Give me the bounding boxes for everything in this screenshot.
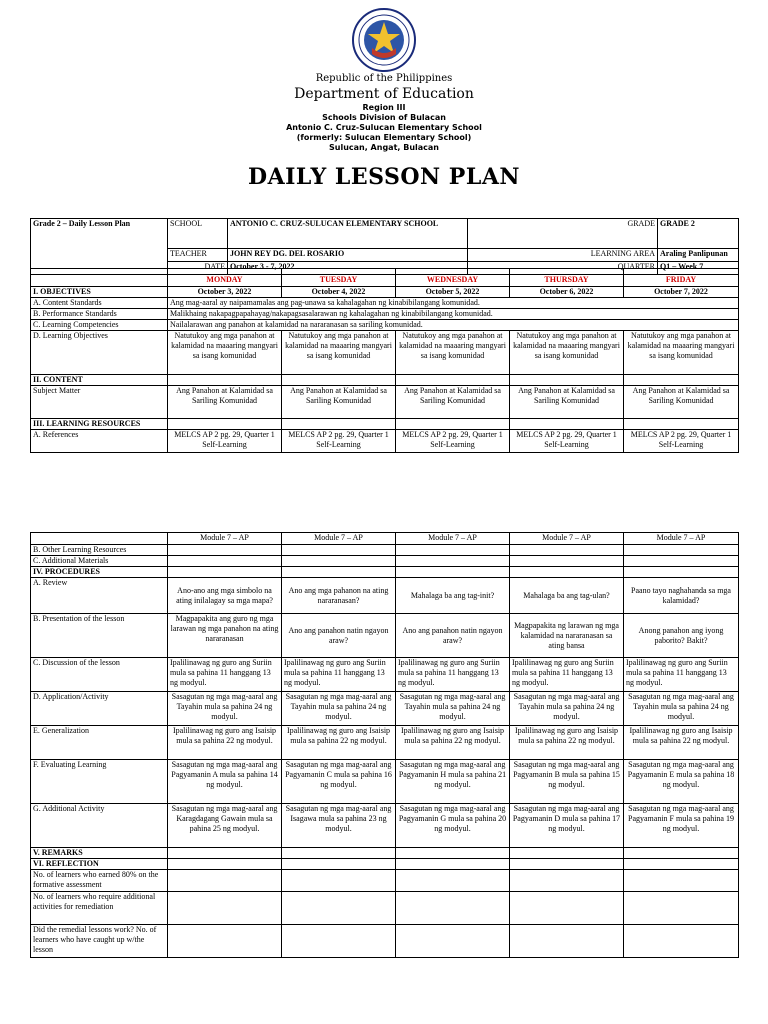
- department-line: Department of Education: [294, 86, 474, 102]
- presentation-thursday: Magpapakita ng larawan ng mga kalamidad na nararanasan sa ating bansa: [510, 614, 624, 658]
- review-tuesday: Ano ang mga pahanon na ating nararanasan?: [282, 578, 396, 614]
- deped-seal-logo: [352, 8, 416, 72]
- quarter-value: Q1 – Week 7: [658, 262, 739, 275]
- reflection-remediation: No. of learners who require additional activities for remediation: [31, 892, 168, 925]
- lesson-plan-table-top: [30, 218, 739, 275]
- subject-cell: Ang Panahon at Kalamidad sa Sariling Komunidad: [510, 386, 624, 419]
- performance-standards-text: Malikhaing nakapagpapahayag/nakapagsasalarawan ng kahalagahan ng kinabibilangang komunidad.: [168, 309, 739, 320]
- date-label: DATE: [168, 262, 228, 275]
- module-cell: Module 7 – AP: [168, 533, 282, 545]
- generalization-cell: Ipalilinawag ng guro ang Isaisip mula sa pahina 22 ng modyul.: [168, 726, 282, 760]
- additional-tuesday: Sasagutan ng mga mag-aaral ang Isagawa mula sa pahina 23 ng modyul.: [282, 804, 396, 848]
- evaluating-tuesday: Sasagutan ng mga mag-aaral ang Pagyamanin C mula sa pahina 16 ng modyul.: [282, 760, 396, 804]
- division-line: Schools Division of Bulacan: [322, 113, 446, 122]
- discussion-cell: Ipalilinawag ng guro ang Suriin mula sa pahina 11 hanggang 13 ng modyul.: [282, 658, 396, 692]
- presentation-wednesday: Ano ang panahon natin ngayon araw?: [396, 614, 510, 658]
- grade-value: GRADE 2: [658, 219, 739, 249]
- evaluating-monday: Sasagutan ng mga mag-aaral ang Pagyamanin A mula sa pahina 14 ng modyul.: [168, 760, 282, 804]
- references-cell: MELCS AP 2 pg. 29, Quarter 1 Self-Learning: [396, 430, 510, 453]
- teacher-label: TEACHER: [168, 249, 228, 262]
- page-title: DAILY LESSON PLAN: [247, 164, 521, 190]
- day-friday: FRIDAY: [624, 275, 739, 287]
- date-friday: October 7, 2022: [624, 287, 739, 298]
- content-standards-text: Ang mag-aaral ay naipamamalas ang pag-unawa sa kahalagahan ng kinabibilangang komunidad.: [168, 298, 739, 309]
- address-line: Sulucan, Angat, Bulacan: [329, 143, 439, 152]
- generalization-cell: Ipalilinawag ng guro ang Isaisip mula sa pahina 22 ng modyul.: [396, 726, 510, 760]
- module-cell: Module 7 – AP: [624, 533, 739, 545]
- objective-cell: Natutukoy ang mga panahon at kalamidad na maaaring mangyari sa isang komunidad: [510, 331, 624, 375]
- section-reflection: VI. REFLECTION: [31, 859, 168, 870]
- module-cell: Module 7 – AP: [510, 533, 624, 545]
- additional-thursday: Sasagutan ng mga mag-aaral ang Pagyamanin D mula sa pahina 17 ng modyul.: [510, 804, 624, 848]
- references-label: A. References: [31, 430, 168, 453]
- objective-cell: Natutukoy ang mga panahon at kalamidad na maaaring mangyari sa isang komunidad: [168, 331, 282, 375]
- performance-standards-label: B. Performance Standards: [31, 309, 168, 320]
- presentation-monday: Magpapakita ang guro ng mga larawan ng mga panahon na ating nararanasan: [168, 614, 282, 658]
- generalization-cell: Ipalilinawag ng guro ang Isaisip mula sa pahina 22 ng modyul.: [282, 726, 396, 760]
- review-label: A. Review: [31, 578, 168, 614]
- date-tuesday: October 4, 2022: [282, 287, 396, 298]
- application-cell: Sasagutan ng mga mag-aaral ang Tayahin mula sa pahina 24 ng modyul.: [624, 692, 739, 726]
- section-remarks: V. REMARKS: [31, 848, 168, 859]
- additional-materials-label: C. Additional Materials: [31, 556, 168, 567]
- date-monday: October 3, 2022: [168, 287, 282, 298]
- references-cell: MELCS AP 2 pg. 29, Quarter 1 Self-Learning: [168, 430, 282, 453]
- area-value: Araling Panlipunan: [658, 249, 739, 262]
- presentation-label: B. Presentation of the lesson: [31, 614, 168, 658]
- school-name-line: Antonio C. Cruz-Sulucan Elementary School: [286, 123, 482, 132]
- school-label: SCHOOL: [168, 219, 228, 249]
- generalization-label: E. Generalization: [31, 726, 168, 760]
- application-cell: Sasagutan ng mga mag-aaral ang Tayahin mula sa pahina 24 ng modyul.: [168, 692, 282, 726]
- module-cell: Module 7 – AP: [282, 533, 396, 545]
- school-value: ANTONIO C. CRUZ-SULUCAN ELEMENTARY SCHOOL: [228, 219, 468, 249]
- section-procedures: IV. PROCEDURES: [31, 567, 168, 578]
- application-cell: Sasagutan ng mga mag-aaral ang Tayahin mula sa pahina 24 ng modyul.: [282, 692, 396, 726]
- date-thursday: October 6, 2022: [510, 287, 624, 298]
- grade-label: GRADE: [468, 219, 658, 249]
- other-resources-label: B. Other Learning Resources: [31, 545, 168, 556]
- discussion-cell: Ipalilinawag ng guro ang Suriin mula sa pahina 11 hanggang 13 ng modyul.: [510, 658, 624, 692]
- discussion-label: C. Discussion of the lesson: [31, 658, 168, 692]
- teacher-value: JOHN REY DG. DEL ROSARIO: [228, 249, 468, 262]
- learning-objectives-label: D. Learning Objectives: [31, 331, 168, 375]
- review-monday: Ano-ano ang mga simbolo na ating inilalagay sa mga mapa?: [168, 578, 282, 614]
- date-wednesday: October 5, 2022: [396, 287, 510, 298]
- presentation-friday: Anong panahon ang iyong paborito? Bakit?: [624, 614, 739, 658]
- application-cell: Sasagutan ng mga mag-aaral ang Tayahin mula sa pahina 24 ng modyul.: [510, 692, 624, 726]
- additional-friday: Sasagutan ng mga mag-aaral ang Pagyamanin F mula sa pahina 19 ng modyul.: [624, 804, 739, 848]
- section-resources: III. LEARNING RESOURCES: [31, 419, 168, 430]
- subject-matter-label: Subject Matter: [31, 386, 168, 419]
- generalization-cell: Ipalilinawag ng guro ang Isaisip mula sa pahina 22 ng modyul.: [624, 726, 739, 760]
- subject-cell: Ang Panahon at Kalamidad sa Sariling Komunidad: [624, 386, 739, 419]
- evaluating-wednesday: Sasagutan ng mga mag-aaral ang Pagyamanin H mula sa pahina 21 ng modyul.: [396, 760, 510, 804]
- subject-cell: Ang Panahon at Kalamidad sa Sariling Komunidad: [282, 386, 396, 419]
- day-monday: MONDAY: [168, 275, 282, 287]
- objective-cell: Natutukoy ang mga panahon at kalamidad na maaaring mangyari sa isang komunidad: [282, 331, 396, 375]
- lesson-plan-table-continued: [30, 532, 739, 958]
- generalization-cell: Ipalilinawag ng guro ang Isaisip mula sa pahina 22 ng modyul.: [510, 726, 624, 760]
- dlp-label: Grade 2 – Daily Lesson Plan: [31, 219, 168, 275]
- republic-line: Republic of the Philippines: [315, 73, 453, 84]
- section-objectives: I. OBJECTIVES: [31, 287, 168, 298]
- competencies-label: C. Learning Competencies: [31, 320, 168, 331]
- references-cell: MELCS AP 2 pg. 29, Quarter 1 Self-Learning: [624, 430, 739, 453]
- formerly-line: (formerly: Sulucan Elementary School): [296, 133, 472, 142]
- section-content: II. CONTENT: [31, 375, 168, 386]
- day-thursday: THURSDAY: [510, 275, 624, 287]
- quarter-label: QUARTER: [468, 262, 658, 275]
- application-label: D. Application/Activity: [31, 692, 168, 726]
- additional-activity-label: G. Additional Activity: [31, 804, 168, 848]
- discussion-cell: Ipalilinawag ng guro ang Suriin mula sa pahina 11 hanggang 13 ng modyul.: [168, 658, 282, 692]
- lesson-plan-table-main: [30, 268, 739, 453]
- date-value: October 3 - 7, 2022: [228, 262, 468, 275]
- review-wednesday: Mahalaga ba ang tag-init?: [396, 578, 510, 614]
- subject-cell: Ang Panahon at Kalamidad sa Sariling Komunidad: [168, 386, 282, 419]
- region-line: Region III: [362, 103, 406, 112]
- reflection-earned: No. of learners who earned 80% on the formative assessment: [31, 870, 168, 892]
- discussion-cell: Ipalilinawag ng guro ang Suriin mula sa pahina 11 hanggang 13 ng modyul.: [396, 658, 510, 692]
- evaluating-friday: Sasagutan ng mga mag-aaral ang Pagyamanin E mula sa pahina 18 ng modyul.: [624, 760, 739, 804]
- competencies-text: Nailalarawan ang panahon at kalamidad na nararanasan sa sariling komunidad.: [168, 320, 739, 331]
- content-standards-label: A. Content Standards: [31, 298, 168, 309]
- reflection-remedial-work: Did the remedial lessons work? No. of learners who have caught up w/the lesson: [31, 925, 168, 958]
- subject-cell: Ang Panahon at Kalamidad sa Sariling Komunidad: [396, 386, 510, 419]
- application-cell: Sasagutan ng mga mag-aaral ang Tayahin mula sa pahina 24 ng modyul.: [396, 692, 510, 726]
- review-thursday: Mahalaga ba ang tag-ulan?: [510, 578, 624, 614]
- day-tuesday: TUESDAY: [282, 275, 396, 287]
- discussion-cell: Ipalilinawag ng guro ang Suriin mula sa pahina 11 hanggang 13 ng modyul.: [624, 658, 739, 692]
- additional-monday: Sasagutan ng mga mag-aaral ang Karagdagang Gawain mula sa pahina 25 ng modyul.: [168, 804, 282, 848]
- review-friday: Paano tayo naghahanda sa mga kalamidad?: [624, 578, 739, 614]
- references-cell: MELCS AP 2 pg. 29, Quarter 1 Self-Learning: [510, 430, 624, 453]
- evaluating-thursday: Sasagutan ng mga mag-aaral ang Pagyamanin B mula sa pahina 15 ng modyul.: [510, 760, 624, 804]
- day-wednesday: WEDNESDAY: [396, 275, 510, 287]
- presentation-tuesday: Ano ang panahon natin ngayon araw?: [282, 614, 396, 658]
- module-cell: Module 7 – AP: [396, 533, 510, 545]
- additional-wednesday: Sasagutan ng mga mag-aaral ang Pagyamanin G mula sa pahina 20 ng modyul.: [396, 804, 510, 848]
- objective-cell: Natutukoy ang mga panahon at kalamidad na maaaring mangyari sa isang komunidad: [624, 331, 739, 375]
- references-cell: MELCS AP 2 pg. 29, Quarter 1 Self-Learning: [282, 430, 396, 453]
- evaluating-label: F. Evaluating Learning: [31, 760, 168, 804]
- area-label: LEARNING AREA: [468, 249, 658, 262]
- objective-cell: Natutukoy ang mga panahon at kalamidad na maaaring mangyari sa isang komunidad: [396, 331, 510, 375]
